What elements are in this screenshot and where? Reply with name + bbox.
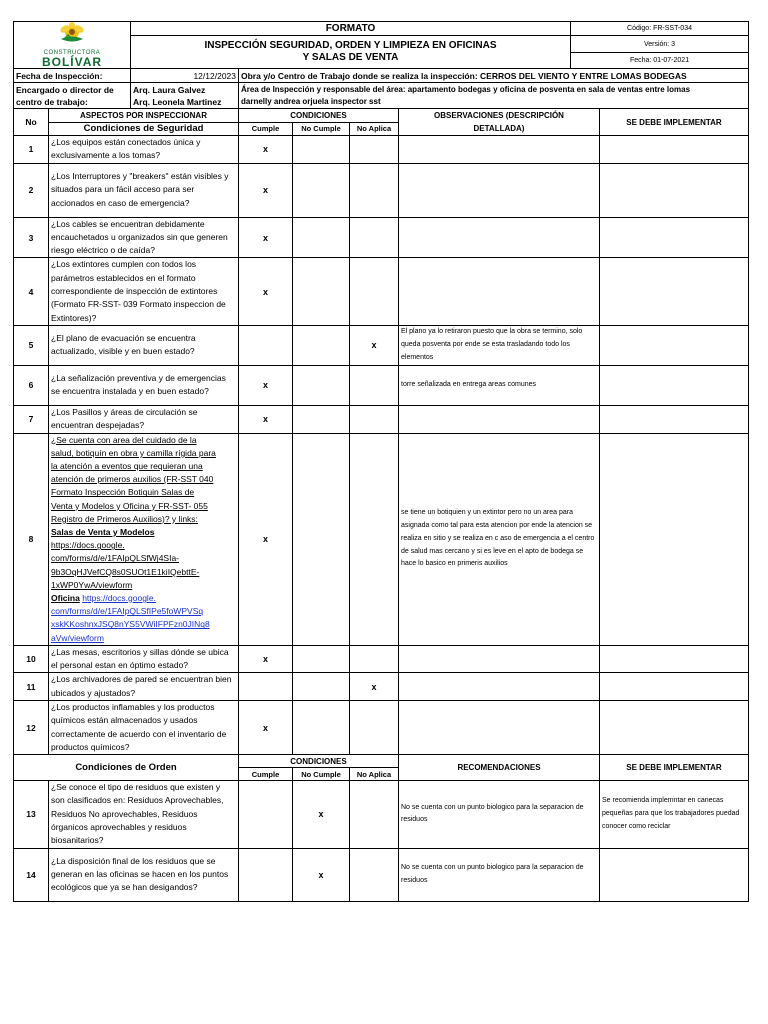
cumple-mark: x (239, 136, 293, 164)
table-row (14, 258, 749, 325)
inspection-table (13, 108, 749, 902)
no-aplica-mark (350, 701, 399, 755)
row-observation (399, 258, 600, 325)
no-aplica-mark (350, 365, 399, 405)
no-aplica-mark (350, 258, 399, 325)
no-aplica-mark (350, 848, 399, 901)
cumple-mark: x (239, 433, 293, 645)
table-row (14, 136, 749, 164)
table-row (14, 701, 749, 755)
cumple-mark (239, 781, 293, 848)
form-date: Fecha: 01-07-2021 (571, 53, 749, 69)
row-number: 1 (14, 136, 49, 164)
question-line: Registro de Primeros Auxilios)? y links: (51, 513, 198, 524)
question-line: la atención a eventos que requieran una (51, 460, 203, 471)
inspection-date-value: 12/12/2023 (131, 69, 239, 83)
question-line: ¿Se cuenta con area del cuidado de la (51, 434, 197, 445)
row-observation (399, 701, 600, 755)
table-row (14, 433, 749, 645)
cumple-mark (239, 673, 293, 701)
row-observation (399, 163, 600, 217)
logo-text-top: CONSTRUCTORA (43, 50, 101, 56)
form-title (131, 36, 571, 69)
logo-text-brand: BOLÍVAR (41, 55, 103, 69)
order-col-header-conditions: CONDICIONES (239, 755, 399, 768)
row-number: 10 (14, 645, 49, 673)
row-question: ¿La disposición final de los residuos que se generan en las oficinas se hacen en los puntos ecológicos que ya se han desigandos? (49, 848, 239, 901)
row-implement (600, 325, 749, 365)
row-number: 12 (14, 701, 49, 755)
row-recommendation: No se cuenta con un punto biologico para la separacion de residuos (399, 781, 600, 848)
row-number: 7 (14, 405, 49, 433)
col-header-cumple: Cumple (239, 122, 293, 136)
director-name-1: Arq. Laura Galvez (133, 84, 206, 95)
no-cumple-mark (293, 433, 350, 645)
form-version: Versión: 3 (571, 36, 749, 53)
no-aplica-mark: x (350, 325, 399, 365)
row-observation: se tiene un botiquien y un extintor pero no un area para asignada como tal para esta atencion por ende la atencion se realiza en sitio y se realiza en c aso de emergencia a el centro de salud mas cercano y si es leve en el apto de bodega se hace lo basico en primeris auxilios (399, 433, 600, 645)
cumple-mark: x (239, 365, 293, 405)
link-oficina-url[interactable]: xskKKoshnxJSQ8nYS5VWiIFPFzn0JINq8 (51, 619, 210, 630)
cumple-mark: x (239, 258, 293, 325)
director-name-2: Arq. Leonela Martinez (133, 96, 222, 107)
no-cumple-mark: x (293, 848, 350, 901)
order-col-header-no-cumple: No Cumple (293, 768, 350, 781)
link-salas-url[interactable]: 1xWP0YwA/viewform (51, 579, 133, 590)
no-aplica-mark (350, 217, 399, 258)
row-observation: El plano ya lo retiraron puesto que la obra se termino, solo queda posventa por ende se esta trasladando todo los elementos (399, 325, 600, 365)
no-cumple-mark (293, 217, 350, 258)
row-observation (399, 217, 600, 258)
link-oficina-line (51, 592, 236, 605)
col-header-conditions: CONDICIONES (239, 109, 399, 123)
question-line: Formato Inspección Botiquin Salas de (51, 487, 195, 498)
row-number: 8 (14, 433, 49, 645)
table-row (14, 325, 749, 365)
section-title-security: Condiciones de Seguridad (49, 122, 239, 136)
inspection-area (239, 83, 749, 109)
table-row (14, 217, 749, 258)
row-question: ¿El plano de evacuación se encuentra actualizado, visible y en buen estado? (49, 325, 239, 365)
no-aplica-mark (350, 781, 399, 848)
order-col-header-implement: SE DEBE IMPLEMENTAR (600, 755, 749, 781)
table-row (14, 645, 749, 673)
question-line: atención de primeros auxilios (FR-SST 040 (51, 474, 214, 485)
no-aplica-mark (350, 163, 399, 217)
row-question: ¿Los equipos están conectados única y exclusivamente a los tomas? (49, 136, 239, 164)
link-salas-url[interactable]: https://docs.google. (51, 540, 125, 551)
col-header-observations-line-1: OBSERVACIONES (DESCRIPCIÓN (434, 111, 564, 120)
row-question: ¿Se conoce el tipo de residuos que existen y son clasificados en: Residuos Aprovechables, Residuos No aprovechables, Residuos órganicos aprovechables y residuos biosanitarios? (49, 781, 239, 848)
row-implement (600, 433, 749, 645)
row-question: ¿La señalización preventiva y de emergencias se encuentra instalada y en buen estado? (49, 365, 239, 405)
no-aplica-mark (350, 136, 399, 164)
row-implement: Se recomienda implemntar en canecas pequeñas para que los trabajadores puedad conocer como reciclar (600, 781, 749, 848)
row-number: 3 (14, 217, 49, 258)
cumple-mark: x (239, 163, 293, 217)
link-label-salas: Salas de Venta y Modelos (51, 526, 155, 537)
row-recommendation: No se cuenta con un punto biologico para la separacion de residuos (399, 848, 600, 901)
no-cumple-mark (293, 365, 350, 405)
no-cumple-mark (293, 645, 350, 673)
no-cumple-mark (293, 673, 350, 701)
table-row (14, 365, 749, 405)
row-implement (600, 701, 749, 755)
inspection-form-sheet (13, 21, 748, 902)
row-question: ¿Los Pasillos y áreas de circulación se encuentran despejadas? (49, 405, 239, 433)
cumple-mark (239, 325, 293, 365)
col-header-implement: SE DEBE IMPLEMENTAR (600, 109, 749, 136)
director-label-line-1: Encargado o director de (16, 84, 114, 95)
row-question (49, 433, 239, 645)
col-header-no-aplica: No Aplica (350, 122, 399, 136)
row-implement (600, 848, 749, 901)
col-header-observations (399, 109, 600, 136)
row-observation: torre señalizada en entrega areas comunes (399, 365, 600, 405)
row-question: ¿Los archivadores de pared se encuentran bien ubicados y ajustados? (49, 673, 239, 701)
link-label-oficina: Oficina (51, 593, 80, 603)
no-cumple-mark (293, 405, 350, 433)
company-logo (14, 22, 131, 69)
work-center: Obra y/o Centro de Trabajo donde se realiza la inspección: CERROS DEL VIENTO Y ENTRE LOMAS BODEGAS (239, 69, 749, 83)
table-row (14, 163, 749, 217)
cumple-mark: x (239, 701, 293, 755)
link-oficina-url[interactable]: https://docs.google. (82, 593, 156, 603)
table-row (14, 781, 749, 848)
row-number: 6 (14, 365, 49, 405)
no-cumple-mark (293, 163, 350, 217)
link-salas-url[interactable]: com/forms/d/e/1FAIpQLSfWj4SIa- (51, 553, 180, 564)
row-observation (399, 645, 600, 673)
no-cumple-mark (293, 325, 350, 365)
table-row (14, 405, 749, 433)
no-aplica-mark (350, 433, 399, 645)
row-question: ¿Los Interruptores y "breakers" están visibles y situados para un fácil acceso para ser accionados en caso de emergencia? (49, 163, 239, 217)
table-row (14, 848, 749, 901)
row-number: 13 (14, 781, 49, 848)
director-names (131, 83, 239, 109)
section-title-order: Condiciones de Orden (14, 755, 239, 781)
no-cumple-mark (293, 136, 350, 164)
row-question: ¿Los productos inflamables y los productos químicos están almacenados y usados correctamente de acuerdo con el inventario de productos químicos? (49, 701, 239, 755)
col-header-aspects: ASPECTOS POR INSPECCIONAR (49, 109, 239, 123)
row-question: ¿Los extintores cumplen con todos los parámetros establecidos en el formato correspondiente de inspección de extintores (Formato FR-SST- 039 Formato inspeccion de Extintores)? (49, 258, 239, 325)
cumple-mark: x (239, 217, 293, 258)
director-label-line-2: centro de trabajo: (16, 96, 88, 107)
cumple-mark (239, 848, 293, 901)
row-number: 4 (14, 258, 49, 325)
col-header-observations-line-2: DETALLADA) (473, 124, 525, 133)
inspection-area-line-1: Área de Inspección y responsable del área: apartamento bodegas y oficina de posventa en sala de ventas entre lomas (241, 84, 691, 94)
col-header-no: No (14, 109, 49, 136)
cumple-mark: x (239, 405, 293, 433)
no-cumple-mark: x (293, 781, 350, 848)
row-observation (399, 405, 600, 433)
sunflower-logo-icon (55, 22, 89, 44)
form-title-line-1: INSPECCIÓN SEGURIDAD, ORDEN Y LIMPIEZA EN OFICINAS (204, 40, 497, 51)
order-col-header-cumple: Cumple (239, 768, 293, 781)
no-aplica-mark: x (350, 673, 399, 701)
row-implement (600, 136, 749, 164)
row-implement (600, 163, 749, 217)
row-implement (600, 217, 749, 258)
row-question: ¿Los cables se encuentran debidamente encauchetados u organizados sin que generen riesgo eléctrico o de caída? (49, 217, 239, 258)
form-header-table (13, 21, 749, 109)
no-cumple-mark (293, 258, 350, 325)
question-line: salud, botiquín en obra y camilla rígida para (51, 447, 216, 458)
form-title-line-2: Y SALAS DE VENTA (302, 52, 399, 63)
row-number: 5 (14, 325, 49, 365)
link-salas-url[interactable]: 9b3OqHJVefCQ8s0SUOt1E1kiIQebttE- (51, 566, 200, 577)
format-label: FORMATO (131, 22, 571, 36)
no-aplica-mark (350, 405, 399, 433)
question-line: Venta y Modelos y Oficina y FR-SST- 055 (51, 500, 208, 511)
row-observation (399, 673, 600, 701)
row-number: 14 (14, 848, 49, 901)
order-col-header-no-aplica: No Aplica (350, 768, 399, 781)
link-oficina-url[interactable]: aVw/viewform (51, 632, 104, 643)
row-implement (600, 645, 749, 673)
row-implement (600, 673, 749, 701)
inspection-area-line-2: darnelly andrea orjuela inspector sst (241, 96, 381, 106)
row-observation (399, 136, 600, 164)
col-header-no-cumple: No Cumple (293, 122, 350, 136)
row-number: 2 (14, 163, 49, 217)
cumple-mark: x (239, 645, 293, 673)
row-implement (600, 365, 749, 405)
form-code: Código: FR-SST-034 (571, 22, 749, 36)
col-header-recommendations: RECOMENDACIONES (399, 755, 600, 781)
no-cumple-mark (293, 701, 350, 755)
inspection-date-label: Fecha de Inspección: (14, 69, 131, 83)
director-label (14, 83, 131, 109)
table-row (14, 673, 749, 701)
link-oficina-url[interactable]: com/forms/d/e/1FAIpQLSfIPe5foWPVSq (51, 606, 204, 617)
row-number: 11 (14, 673, 49, 701)
row-question: ¿Las mesas, escritorios y sillas dónde se ubica el personal estan en óptimo estado? (49, 645, 239, 673)
row-implement (600, 258, 749, 325)
row-implement (600, 405, 749, 433)
no-aplica-mark (350, 645, 399, 673)
